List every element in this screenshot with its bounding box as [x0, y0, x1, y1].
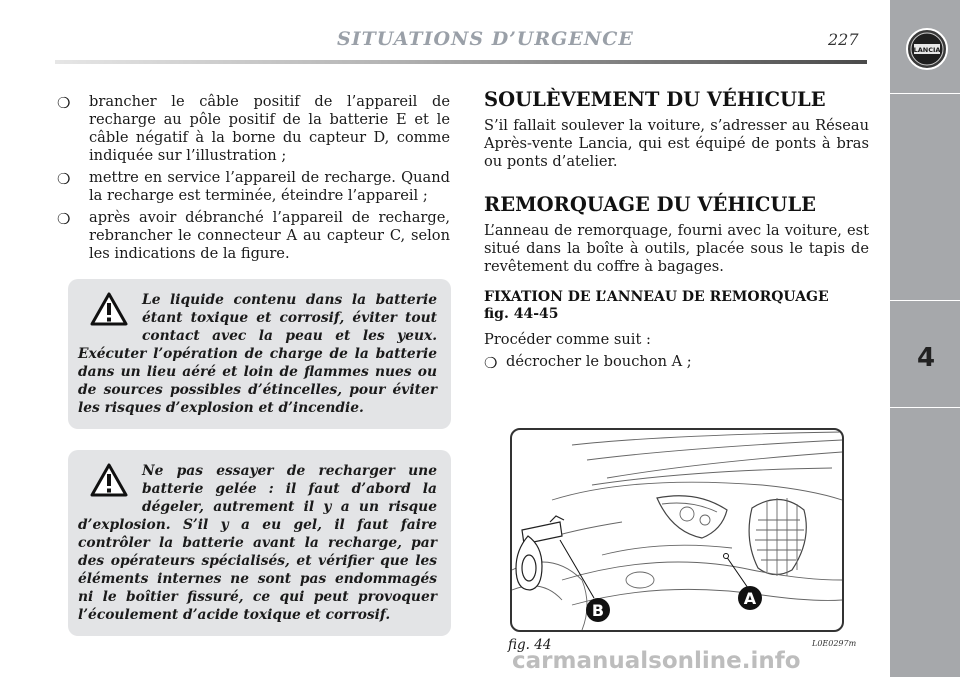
warning-text: Le liquide contenu dans la batterie étant toxique et corrosif, éviter tout contact avec la peau et les yeux. Exécuter l’opération de charge de la batterie dans un lieu aéré et loin de flammes nues ou de sources possibles d’étincelles, pour éviter les risques d’explosion et d’incendie. [78, 292, 437, 416]
section-heading-towing: REMORQUAGE DU VÉHICULE [484, 193, 817, 216]
bullet-icon: ❍ [57, 170, 71, 188]
right-column [484, 88, 869, 375]
figure-caption: fig. 44 [508, 637, 552, 653]
band-divider [890, 407, 960, 408]
label-b-marker [586, 598, 610, 622]
chapter-side-band [890, 0, 960, 677]
lancia-logo [905, 27, 949, 71]
header-rule [55, 60, 867, 64]
chapter-number: 4 [916, 343, 936, 373]
warning-triangle-icon [90, 291, 128, 327]
svg-text:A: A [743, 589, 757, 608]
list-item: ❍ après avoir débranché l’appareil de recharge, rebrancher le connecteur A au capteur C, selon les indications de la figure. [57, 209, 450, 262]
svg-text:B: B [591, 601, 605, 620]
label-a-marker [738, 586, 762, 610]
lifting-text: S’il fallait soulever la voiture, s’adresser au Réseau Après-vente Lancia, qui est équipé de ponts à bras ou ponts d’atelier. [484, 117, 869, 170]
car-front-illustration [512, 430, 842, 630]
band-divider [890, 300, 960, 301]
warning-triangle-icon [90, 462, 128, 498]
figure-code: L0E0297m [812, 639, 857, 648]
section-heading-lifting: SOULÈVEMENT DU VÉHICULE [484, 88, 826, 111]
list-item: ❍ brancher le câble positif de l’appareil de recharge au pôle positif de la batterie E et le câble négatif à la borne du capteur D, comme indiquée sur l’illustration ; [57, 93, 450, 164]
watermark: carmanualsonline.info [512, 648, 801, 674]
warning-text: Ne pas essayer de recharger une batterie gelée : il faut d’abord la dégeler, autrement il y a un risque d’explosion. S’il y a eu gel, il faut faire contrôler la batterie avant la recharge, par des opérateurs spécialisés, et vérifier que les éléments internes ne sont pas endommagés ni le boîtier fissuré, ce qui peut provoquer l’écoulement d’acide toxique et corrosif. [78, 463, 437, 623]
list-item: ❍ mettre en service l’appareil de recharge. Quand la recharge est terminée, éteindre l’appareil ; [57, 169, 450, 204]
band-divider [890, 93, 960, 94]
running-header-title: SITUATIONS D’URGENCE [337, 28, 634, 50]
towing-text: L’anneau de remorquage, fourni avec la voiture, est situé dans la boîte à outils, placée sous le tapis de revêtement du coffre à bagages. [484, 222, 869, 275]
warning-box-frozen-battery [68, 450, 451, 636]
figure-towing-ring [510, 428, 844, 632]
bullet-icon: ❍ [57, 94, 71, 112]
instruction-list [57, 93, 450, 267]
bullet-icon: ❍ [484, 354, 498, 372]
page-number: 227 [828, 30, 859, 49]
warning-box-battery-liquid [68, 279, 451, 429]
procedure-intro: Procéder comme suit : [484, 331, 651, 348]
bullet-icon: ❍ [57, 210, 71, 228]
towing-ring-subheading: FIXATION DE L’ANNEAU DE REMORQUAGE fig. 44-45 [484, 289, 829, 322]
list-item: ❍ décrocher le bouchon A ; [484, 353, 692, 372]
svg-text:LANCIA: LANCIA [913, 46, 941, 54]
